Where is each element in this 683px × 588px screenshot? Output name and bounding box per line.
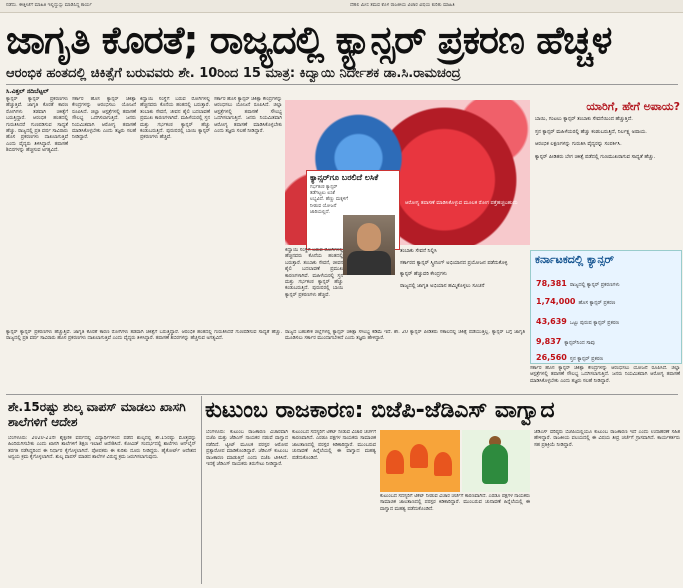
- divider: [6, 84, 678, 85]
- stat-row: [536, 345, 678, 362]
- mid-text-band: ರಾಜ್ಯದ ಬಹುತೇಕ ಜಿಲ್ಲೆಗಳಲ್ಲಿ ಕ್ಯಾನ್ಸರ್ ಚಿಕಿತ್ಸಾ ಸೌಲಭ್ಯ ಕಡಿಮೆ ಇದೆ. ಶೇ. 20 ಕ್ಯಾನ್ಸರ್ ಪೀಡಿತರು ಸಕಾಲದಲ್ಲಿ ಚಿಕಿತ್ಸೆ ಪಡೆಯುತ್ತಿಲ್ಲ. ಕ್ಯಾನ್ಸರ್ ಬಗ್ಗೆ ಜಾಗೃತಿ ಮೂಡಿಸಲು ಸರ್ಕಾರ ಮುಂದಾಗಬೇಕಿದೆ ಎಂದು ತಜ್ಞರು ಹೇಳಿದ್ದಾರೆ.: [285, 330, 525, 342]
- sidebar-title: ಯಾರಿಗೆ, ಹೇಗೆ ಅಪಾಯ?: [586, 100, 680, 113]
- top-strip-left: ನಡೆದು. ಈತ್ತೀಚೆಗೆ ಮಾಹಿತಿ ಇಲ್ಲಿದ್ದುಸ್ಸು ಮಾಡಿಸಿದ್ದ ಕಾರ್ಯ: [6, 3, 92, 8]
- mid-bullet-item: ತಂಬಾಕು ಸೇವನೆ ನಿಲ್ಲಿಸಿ: [400, 248, 437, 254]
- mid-bullet-item: ಸರ್ಕಾರದ ಕ್ಯಾನ್ಸರ್ ಸ್ಕ್ರೀನಿಂಗ್ ಅಭಿಯಾನದ ಪ್ರಯೋಜನ ಪಡೆದುಕೊಳ್ಳಿ: [400, 259, 508, 266]
- stat-row: [536, 289, 678, 306]
- portrait-body: [347, 251, 391, 275]
- politics-col3: ಜೆಡಿಎಸ್ ವರಿಷ್ಠರು ಬಿಜೆಪಿಯಲ್ಲಿಯೂ ಕುಟುಂಬ ರಾಜಕಾರಣ ಇದೆ ಎಂದು ಉದಾಹರಣೆ ಸಹಿತ ಹೇಳಿದ್ದಾರೆ. ರಾಜಕೀಯ ವಲಯದಲ್ಲಿ ಈ ವಿಷಯ ತೀವ್ರ ಚರ್ಚೆಗೆ ಗ್ರಾಸವಾಗಿದೆ. ಕಾರ್ಯಕರ್ತರು ಸಹ ಪ್ರತಿಕ್ರಿಯೆ ನೀಡಿದ್ದಾರೆ.: [534, 430, 680, 448]
- farmer-figure: [482, 444, 508, 484]
- doctor-portrait: [343, 215, 395, 275]
- main-story-continued: ಕ್ಯಾನ್ಸರ್ ಕ್ಯಾನ್ಸರ್ ಪ್ರಕರಣಗಳು ಹೆಚ್ಚುತ್ತಿವೆ. ಜಾಗೃತಿ ಕೊರತೆ ಕಾರಣ ರೋಗಿಗಳು ತಡವಾಗಿ ಚಿಕಿತ್ಸೆಗೆ ಬರುತ್ತಿದ್ದಾರೆ. ಆರಂಭಿಕ ಹಂತದಲ್ಲಿ ಗುರುತಿಸಿದರೆ ಗುಣಪಡಿಸುವ ಸಾಧ್ಯತೆ ಹೆಚ್ಚು. ರಾಜ್ಯದಲ್ಲಿ ಪ್ರತಿ ವರ್ಷ ಸಾವಿರಾರು ಹೊಸ ಪ್ರಕರಣಗಳು ದಾಖಲಾಗುತ್ತಿವೆ ಎಂದು ವೈದ್ಯರು ತಿಳಿಸಿದ್ದಾರೆ. ತಪಾಸಣೆ ಶಿಬಿರಗಳನ್ನು ಹೆಚ್ಚಿಸುವ ಅಗತ್ಯವಿದೆ.: [6, 330, 282, 342]
- politics-col1: ಬೆಂಗಳೂರು: ಕುಟುಂಬ ರಾಜಕಾರಣ ವಿಚಾರವಾಗಿ ಬಿಜೆಪಿ ಮತ್ತು ಜೆಡಿಎಸ್ ನಾಯಕರ ನಡುವೆ ವಾಗ್ವಾದ ನಡೆದಿದೆ. ಟ್ವೀಟ್ ಮೂಲಕ ಪರಸ್ಪರ ಆರೋಪ ಪ್ರತ್ಯಾರೋಪ ಮಾಡಿಕೊಂಡಿದ್ದಾರೆ. ಜೆಡಿಎಸ್ ಕುಟುಂಬ ರಾಜಕಾರಣ ಮಾಡುತ್ತಿದೆ ಎಂದು ಬಿಜೆಪಿ ಟೀಕಿಸಿದೆ. ಇದಕ್ಕೆ ಜೆಡಿಎಸ್ ನಾಯಕರು ತಿರುಗೇಟು ನೀಡಿದ್ದಾರೆ.: [206, 430, 288, 468]
- politics-col2: ಕುಟುಂಬದ ಸದಸ್ಯರಿಗೆ ಟಿಕೆಟ್ ನೀಡುವ ವಿಚಾರ ಚರ್ಚೆಗೆ ಕಾರಣವಾಗಿದೆ. ಎರಡೂ ಪಕ್ಷಗಳ ನಾಯಕರು ಸಾಮಾಜಿಕ ಜಾಲತಾಣದಲ್ಲಿ ಪರಸ್ಪರ ಕಿಡಿಕಾರಿದ್ದಾರೆ. ಮುಂಬರುವ ಚುನಾವಣೆ ಹಿನ್ನೆಲೆಯಲ್ಲಿ ಈ ವಾಗ್ವಾದ ಮಹತ್ವ ಪಡೆದುಕೊಂಡಿದೆ.: [292, 430, 376, 461]
- stat-number: 26,560: [536, 353, 567, 362]
- lotus-icon: [386, 450, 404, 474]
- main-story-col3: ಸರ್ಕಾರ ಹೊಸ ಕ್ಯಾನ್ಸರ್ ಚಿಕಿತ್ಸಾ ಕೇಂದ್ರಗಳನ್ನು ಆರಂಭಿಸಲು ಯೋಜನೆ ರೂಪಿಸಿದೆ. ಜಿಲ್ಲಾ ಆಸ್ಪತ್ರೆಗಳಲ್ಲಿ ತಪಾಸಣೆ ಸೌಲಭ್ಯ ಒದಗಿಸಲಾಗುತ್ತಿದೆ. ಜನರು ನಿಯಮಿತವಾಗಿ ಆರೋಗ್ಯ ತಪಾಸಣೆ ಮಾಡಿಸಿಕೊಳ್ಳಬೇಕು ಎಂದು ತಜ್ಞರು ಸಲಹೆ ನೀಡಿದ್ದಾರೆ.: [214, 97, 282, 135]
- stat-label: ರಾಜ್ಯದಲ್ಲಿ ಕ್ಯಾನ್ಸರ್ ಪ್ರಕರಣಗಳು: [569, 282, 620, 288]
- main-story-col1: ಕ್ಯಾನ್ಸರ್ ಕ್ಯಾನ್ಸರ್ ಪ್ರಕರಣಗಳು ಹೆಚ್ಚುತ್ತಿವೆ. ಜಾಗೃತಿ ಕೊರತೆ ಕಾರಣ ರೋಗಿಗಳು ತಡವಾಗಿ ಚಿಕಿತ್ಸೆಗೆ ಬರುತ್ತಿದ್ದಾರೆ. ಆರಂಭಿಕ ಹಂತದಲ್ಲಿ ಗುರುತಿಸಿದರೆ ಗುಣಪಡಿಸುವ ಸಾಧ್ಯತೆ ಹೆಚ್ಚು. ರಾಜ್ಯದಲ್ಲಿ ಪ್ರತಿ ವರ್ಷ ಸಾವಿರಾರು ಹೊಸ ಪ್ರಕರಣಗಳು ದಾಖಲಾಗುತ್ತಿವೆ ಎಂದು ವೈದ್ಯರು ತಿಳಿಸಿದ್ದಾರೆ. ತಪಾಸಣೆ ಶಿಬಿರಗಳನ್ನು ಹೆಚ್ಚಿಸುವ ಅಗತ್ಯವಿದೆ.: [6, 97, 68, 154]
- main-subhead: ಆರಂಭಿಕ ಹಂತದಲ್ಲಿ ಚಿಕಿತ್ಸೆಗೆ ಬರುವವರು ಶೇ. 10ರಿಂದ 15 ಮಾತ್ರ: ಕಿದ್ವಾಯಿ ನಿರ್ದೇಶಕ ಡಾ.ಸಿ.ರಾಮಚಂದ್ರ: [6, 66, 461, 81]
- mid-bullets: [400, 248, 525, 294]
- sidebar-bullet: ಕ್ಯಾನ್ಸರ್ ಪೀಡಿತರು ಬೇಗ ಚಿಕಿತ್ಸೆ ಪಡೆದಲ್ಲಿ ಗುಣಮುಖರಾಗುವ ಸಾಧ್ಯತೆ ಹೆಚ್ಚು.: [535, 153, 656, 160]
- mid-bullet-item: ಕ್ಯಾನ್ಸರ್ ಹೆಚ್ಚುವರಿ ಕೇಂದ್ರಗಳು: [400, 271, 447, 278]
- mid-bullet-item: ರಾಜ್ಯದಲ್ಲಿ ಜಾಗೃತಿ ಅಭಿಯಾನ ಹಮ್ಮಿಕೊಳ್ಳಲು ಸೂಚನೆ: [400, 282, 485, 289]
- sidebar-bullet: ಬಾಯಿ, ಗಂಟಲು ಕ್ಯಾನ್ಸರ್ ತಂಬಾಕು ಸೇವನೆಯಿಂದ ಹೆಚ್ಚುತ್ತಿದೆ.: [535, 116, 633, 122]
- stat-label: ಕ್ಯಾನ್ಸರ್‌ನಿಂದ ಸಾವು: [564, 340, 595, 346]
- graphic-caption: ಆರೋಗ್ಯ ತಪಾಸಣೆ ಮಾಡಿಸಿಕೊಳ್ಳುವ ಮೂಲಕ ರೋಗ ಪತ್ತೆಹಚ್ಚಬಹುದು: [405, 200, 518, 206]
- top-strip-right: ದೆಹಲಿ ಮೀಸ ತಮವ ಕೊಳ ರಾಜಕೀಯ ವಿಚಾರ ವಿಷಯ ಕುರಿತು ಮಾಹಿತಿ: [350, 3, 455, 8]
- stat-label: ಒಟ್ಟು ಪುರುಷ ಕ್ಯಾನ್ಸರ್ ಪ್ರಕರಣ: [569, 320, 620, 326]
- karnataka-cancer-stats: [530, 250, 682, 364]
- main-story-col1b: ಸರ್ಕಾರ ಹೊಸ ಕ್ಯಾನ್ಸರ್ ಚಿಕಿತ್ಸಾ ಕೇಂದ್ರಗಳನ್ನು ಆರಂಭಿಸಲು ಯೋಜನೆ ರೂಪಿಸಿದೆ. ಜಿಲ್ಲಾ ಆಸ್ಪತ್ರೆಗಳಲ್ಲಿ ತಪಾಸಣೆ ಸೌಲಭ್ಯ ಒದಗಿಸಲಾಗುತ್ತಿದೆ. ಜನರು ನಿಯಮಿತವಾಗಿ ಆರೋಗ್ಯ ತಪಾಸಣೆ ಮಾಡಿಸಿಕೊಳ್ಳಬೇಕು ಎಂದು ತಜ್ಞರು ಸಲಹೆ ನೀಡಿದ್ದಾರೆ.: [72, 97, 136, 141]
- politics-headline: ಕುಟುಂಬ ರಾಜಕಾರಣ: ಬಿಜೆಪಿ-ಜೆಡಿಎಸ್ ವಾಗ್ವಾದ: [205, 398, 555, 423]
- lotus-icon: [434, 452, 452, 476]
- graphic-side-text: ಕಿದ್ವಾಯಿ ಸಂಸ್ಥೆಗೆ ಬರುವ ರೋಗಿಗಳಲ್ಲಿ ಹೆಚ್ಚಿನವರು ಕೊನೆಯ ಹಂತದಲ್ಲಿ ಬರುತ್ತಾರೆ. ತಂಬಾಕು ಸೇವನೆ, ಜೀವನ ಶೈಲಿ ಬದಲಾವಣೆ ಪ್ರಮುಖ ಕಾರಣಗಳಾಗಿವೆ. ಮಹಿಳೆಯರಲ್ಲಿ ಸ್ತನ ಮತ್ತು ಗರ್ಭಕಂಠ ಕ್ಯಾನ್ಸರ್ ಹೆಚ್ಚು ಕಂಡುಬರುತ್ತಿದೆ. ಪುರುಷರಲ್ಲಿ ಬಾಯಿ ಕ್ಯಾನ್ಸರ್ ಪ್ರಕರಣಗಳು ಹೆಚ್ಚಿವೆ.: [285, 248, 343, 298]
- stat-number: 1,74,000: [536, 297, 576, 306]
- stats-title: ಕರ್ನಾಟಕದಲ್ಲಿ ಕ್ಯಾನ್ಸರ್: [535, 253, 614, 266]
- main-headline: ಜಾಗೃತಿ ಕೊರತೆ; ರಾಜ್ಯದಲ್ಲಿ ಕ್ಯಾನ್ಸರ್ ಪ್ರಕರಣ ಹೆಚ್ಚಳ: [6, 18, 612, 62]
- politics-col2b: ಕುಟುಂಬದ ಸದಸ್ಯರಿಗೆ ಟಿಕೆಟ್ ನೀಡುವ ವಿಚಾರ ಚರ್ಚೆಗೆ ಕಾರಣವಾಗಿದೆ. ಎರಡೂ ಪಕ್ಷಗಳ ನಾಯಕರು ಸಾಮಾಜಿಕ ಜಾಲತಾಣದಲ್ಲಿ ಪರಸ್ಪರ ಕಿಡಿಕಾರಿದ್ದಾರೆ. ಮುಂಬರುವ ಚುನಾವಣೆ ಹಿನ್ನೆಲೆಯಲ್ಲಿ ಈ ವಾಗ್ವಾದ ಮಹತ್ವ ಪಡೆದುಕೊಂಡಿದೆ.: [380, 494, 530, 512]
- lotus-icon: [410, 444, 428, 468]
- jds-symbol-image: [462, 430, 530, 492]
- sidebar-bullets: [535, 116, 680, 166]
- vaccine-box-title: ಕ್ಯಾನ್ಸರ್‌ಗೂ ಬರಲಿದೆ ಲಸಿಕೆ: [310, 173, 379, 182]
- main-story-col2: ಕಿದ್ವಾಯಿ ಸಂಸ್ಥೆಗೆ ಬರುವ ರೋಗಿಗಳಲ್ಲಿ ಹೆಚ್ಚಿನವರು ಕೊನೆಯ ಹಂತದಲ್ಲಿ ಬರುತ್ತಾರೆ. ತಂಬಾಕು ಸೇವನೆ, ಜೀವನ ಶೈಲಿ ಬದಲಾವಣೆ ಪ್ರಮುಖ ಕಾರಣಗಳಾಗಿವೆ. ಮಹಿಳೆಯರಲ್ಲಿ ಸ್ತನ ಮತ್ತು ಗರ್ಭಕಂಠ ಕ್ಯಾನ್ಸರ್ ಹೆಚ್ಚು ಕಂಡುಬರುತ್ತಿದೆ. ಪುರುಷರಲ್ಲಿ ಬಾಯಿ ಕ್ಯಾನ್ಸರ್ ಪ್ರಕರಣಗಳು ಹೆಚ್ಚಿವೆ.: [140, 97, 210, 141]
- fee-headline: ಶೇ.15ರಷ್ಟು ಶುಲ್ಕ ವಾಪಸ್ ಮಾಡಲು ಖಾಸಗಿ ಶಾಲೆಗಳಿಗೆ ಆದೇಶ: [8, 400, 186, 429]
- bjp-lotus-image: [380, 430, 460, 492]
- top-strip: [0, 0, 683, 13]
- stat-label: ಸ್ತನ ಕ್ಯಾನ್ಸರ್ ಪ್ರಕರಣ: [569, 356, 604, 362]
- byline: ಸಿ.ವಿತ್ತಲ್‌ ನದಿಬೆಟ್ಟಲ್‌: [6, 88, 49, 95]
- stat-row: [536, 329, 678, 346]
- divider: [6, 394, 678, 395]
- divider: [201, 396, 202, 584]
- stat-number: 43,639: [536, 317, 567, 326]
- sidebar-bullet: ಆರಂಭಿಕ ಲಕ್ಷಣಗಳನ್ನು ಗುರುತಿಸಿ ವೈದ್ಯರನ್ನು ಸಂಪರ್ಕಿಸಿ.: [535, 141, 622, 148]
- stat-label: ಹೊಸ ಕ್ಯಾನ್ಸರ್ ಪ್ರಕರಣ: [578, 300, 616, 306]
- portrait-face: [357, 223, 381, 251]
- stat-row: [536, 271, 678, 288]
- sidebar-bullet: ಸ್ತನ ಕ್ಯಾನ್ಸರ್ ಮಹಿಳೆಯರಲ್ಲಿ ಹೆಚ್ಚು ಕಂಡುಬರುತ್ತಿದೆ, ನಿರ್ಲಕ್ಷ್ಯ ಅಪಾಯ.: [535, 128, 647, 135]
- stat-number: 78,381: [536, 279, 567, 288]
- fee-story-text: ಬೆಂಗಳೂರು: 2020-21ನೇ ಶೈಕ್ಷಣಿಕ ವರ್ಷದಲ್ಲಿ ವಿದ್ಯಾರ್ಥಿಗಳಿಂದ ಪಡೆದ ಶುಲ್ಕದಲ್ಲಿ ಶೇ.15ರಷ್ಟು ಮೊತ್ತವನ್ನು ಹಿಂದಿರುಗಿಸಬೇಕು ಎಂದು ಖಾಸಗಿ ಶಾಲೆಗಳಿಗೆ ಶಿಕ್ಷಣ ಇಲಾಖೆ ಆದೇಶಿಸಿದೆ. ಕೋವಿಡ್ ಸಂದರ್ಭದಲ್ಲಿ ಶಾಲೆಗಳು ಆನ್‌ಲೈನ್ ತರಗತಿ ನಡೆಸಿದ್ದರಿಂದ ಈ ನಿರ್ಧಾರ ಕೈಗೊಳ್ಳಲಾಗಿದೆ. ಪೋಷಕರು ಈ ಕುರಿತು ದೂರು ನೀಡಿದ್ದರು. ಹೈಕೋರ್ಟ್ ಆದೇಶದ ಅನ್ವಯ ಕ್ರಮ ಕೈಗೊಳ್ಳಲಾಗಿದೆ. ಶುಲ್ಕ ವಾಪಸ್ ಮಾಡದ ಶಾಲೆಗಳ ವಿರುದ್ಧ ಕ್ರಮ ಜರುಗಿಸಲಾಗುವುದು.: [8, 436, 196, 461]
- vaccine-box-text: ಗರ್ಭಕಂಠ ಕ್ಯಾನ್ಸರ್ ತಡೆಗಟ್ಟಲು ಲಸಿಕೆ ಲಭ್ಯವಿದೆ. ಹೆಣ್ಣು ಮಕ್ಕಳಿಗೆ ನೀಡುವ ಯೋಜನೆ ಜಾರಿಯಲ್ಲಿದೆ.: [310, 185, 349, 215]
- stat-number: 9,837: [536, 337, 562, 346]
- stats-footnote: ಸರ್ಕಾರ ಹೊಸ ಕ್ಯಾನ್ಸರ್ ಚಿಕಿತ್ಸಾ ಕೇಂದ್ರಗಳನ್ನು ಆರಂಭಿಸಲು ಯೋಜನೆ ರೂಪಿಸಿದೆ. ಜಿಲ್ಲಾ ಆಸ್ಪತ್ರೆಗಳಲ್ಲಿ ತಪಾಸಣೆ ಸೌಲಭ್ಯ ಒದಗಿಸಲಾಗುತ್ತಿದೆ. ಜನರು ನಿಯಮಿತವಾಗಿ ಆರೋಗ್ಯ ತಪಾಸಣೆ ಮಾಡಿಸಿಕೊಳ್ಳಬೇಕು ಎಂದು ತಜ್ಞರು ಸಲಹೆ ನೀಡಿದ್ದಾರೆ.: [530, 366, 680, 384]
- stat-row: [536, 309, 678, 326]
